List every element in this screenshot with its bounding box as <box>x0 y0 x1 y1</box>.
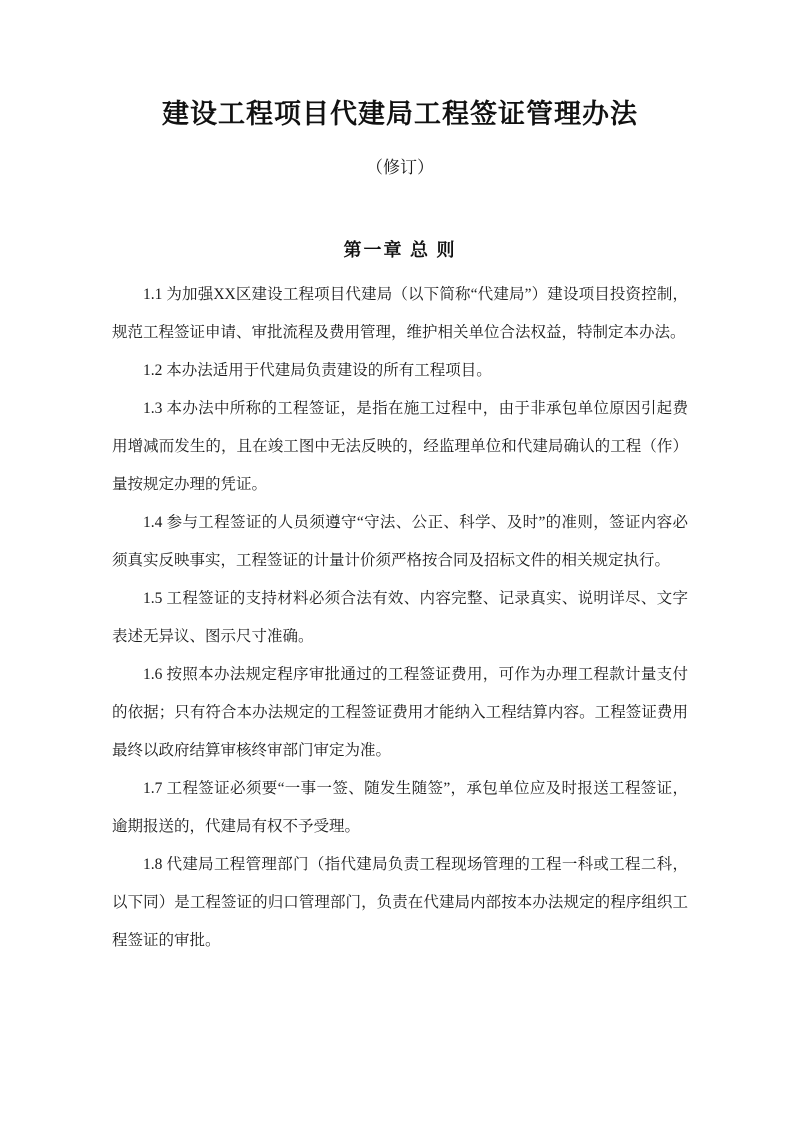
paragraph: 1.4 参与工程签证的人员须遵守“守法、公正、科学、及时”的准则，签证内容必须真实反映事实，工程签证的计量计价须严格按合同及招标文件的相关规定执行。 <box>112 514 688 569</box>
chapter-heading: 第一章 总 则 <box>343 240 457 260</box>
paragraph: 1.3 本办法中所称的工程签证，是指在施工过程中，由于非承包单位原因引起费用增减而发生的，且在竣工图中无法反映的，经监理单位和代建局确认的工程（作）量按规定办理的凭证。 <box>112 400 688 493</box>
page-subtitle: （修订） <box>366 158 434 177</box>
paragraph: 1.5 工程签证的支持材料必须合法有效、内容完整、记录真实、说明详尽、文字表述无异议、图示尺寸准确。 <box>112 590 688 645</box>
document-body <box>112 276 688 960</box>
page-title: 建设工程项目代建局工程签证管理办法 <box>162 99 638 129</box>
paragraph: 1.7 工程签证必须要“一事一签、随发生随签”，承包单位应及时报送工程签证，逾期报送的，代建局有权不予受理。 <box>112 780 688 835</box>
paragraph: 1.2 本办法适用于代建局负责建设的所有工程项目。 <box>143 362 492 379</box>
paragraph: 1.1 为加强XX区建设工程项目代建局（以下简称“代建局”）建设项目投资控制，规范工程签证申请、审批流程及费用管理，维护相关单位合法权益，特制定本办法。 <box>112 286 688 341</box>
paragraph: 1.6 按照本办法规定程序审批通过的工程签证费用，可作为办理工程款计量支付的依据；只有符合本办法规定的工程签证费用才能纳入工程结算内容。工程签证费用最终以政府结算审核终审部门审定为准。 <box>112 666 688 759</box>
paragraph: 1.8 代建局工程管理部门（指代建局负责工程现场管理的工程一科或工程二科，以下同）是工程签证的归口管理部门，负责在代建局内部按本办法规定的程序组织工程签证的审批。 <box>112 856 688 949</box>
